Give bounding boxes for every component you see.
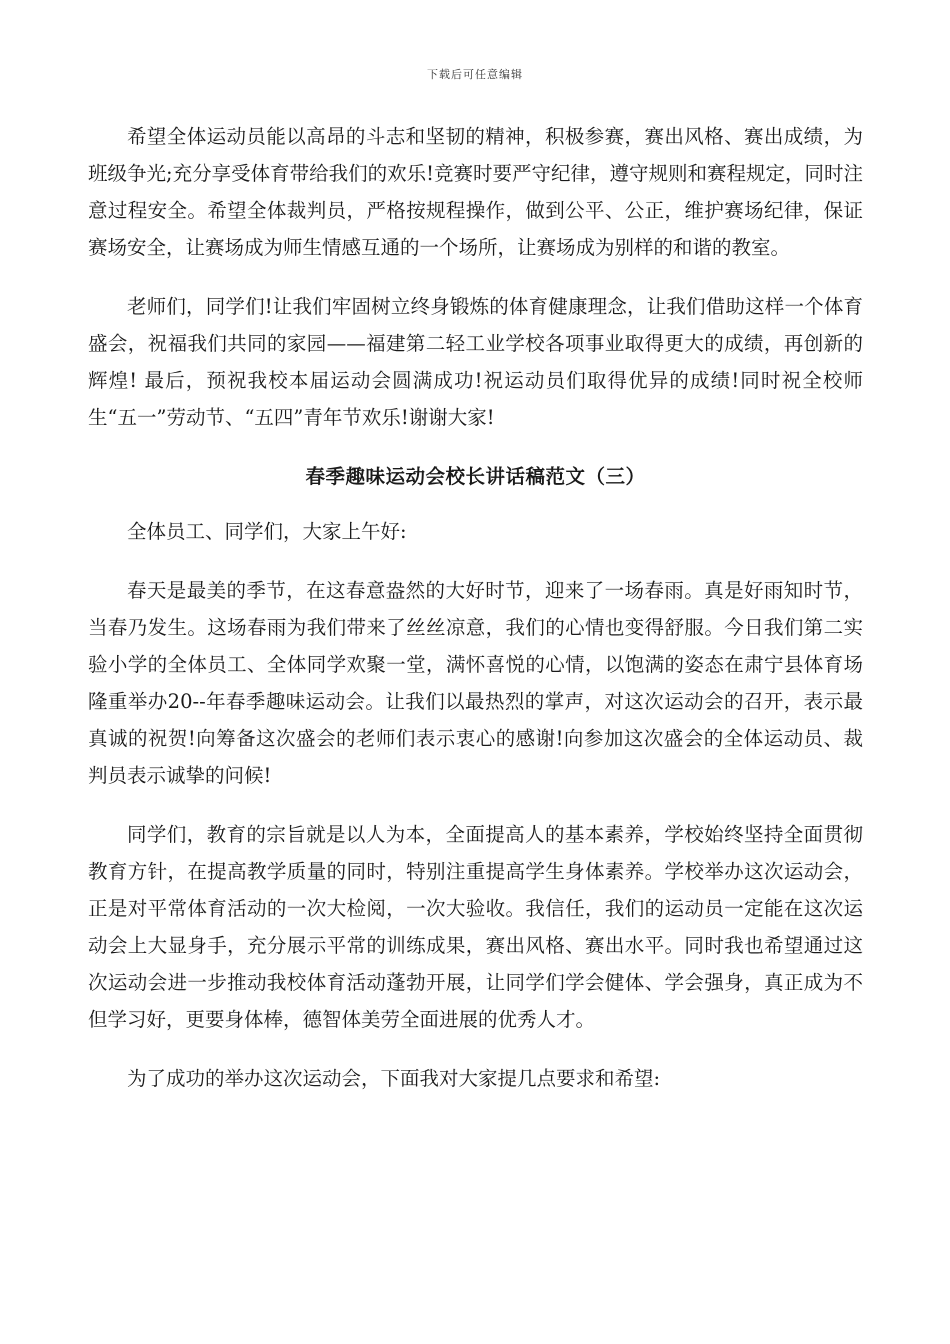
paragraph: 希望全体运动员能以高昂的斗志和坚韧的精神，积极参赛，赛出风格、赛出成绩，为班级争光;充分享受体育带给我们的欢乐!竞赛时要严守纪律，遵守规则和赛程规定，同时注意过程安全。希望全体裁判员，严格按规程操作，做到公平、公正，维护赛场纪律，保证赛场安全，让赛场成为师生情感互通的一个场所，让赛场成为别样的和谐的教室。 xyxy=(88,125,863,259)
paragraph: 为了成功的举办这次运动会，下面我对大家提几点要求和希望: xyxy=(127,1067,661,1090)
section-title: 春季趣味运动会校长讲话稿范文（三） xyxy=(305,465,646,488)
document-body xyxy=(88,118,863,1119)
greeting-paragraph: 全体员工、同学们，大家上午好: xyxy=(127,520,407,543)
paragraph: 同学们，教育的宗旨就是以人为本，全面提高人的基本素养，学校始终坚持全面贯彻教育方针，在提高教学质量的同时，特别注重提高学生身体素养。学校举办这次运动会，正是对平常体育活动的一次大检阅，一次大验收。我信任，我们的运动员一定能在这次运动会上大显身手，充分展示平常的训练成果，赛出风格、赛出水平。同时我也希望通过这次运动会进一步推动我校体育活动蓬勃开展，让同学们学会健体、学会强身，真正成为不但学习好，更要身体棒，德智体美劳全面进展的优秀人才。 xyxy=(88,823,863,1031)
paragraph: 老师们，同学们!让我们牢固树立终身锻炼的体育健康理念，让我们借助这样一个体育盛会，祝福我们共同的家园——福建第二轻工业学校各项事业取得更大的成绩，再创新的辉煌! 最后，预祝我校本届运动会圆满成功!祝运动员们取得优异的成绩!同时祝全校师生“五一”劳动节、“五四”青年节欢乐!谢谢大家! xyxy=(88,295,863,429)
header-note: 下载后可任意编辑 xyxy=(427,68,523,81)
paragraph: 春天是最美的季节，在这春意盎然的大好时节，迎来了一场春雨。真是好雨知时节，当春乃发生。这场春雨为我们带来了丝丝凉意，我们的心情也变得舒服。今日我们第二实验小学的全体员工、全体同学欢聚一堂，满怀喜悦的心情，以饱满的姿态在肃宁县体育场隆重举办20--年春季趣味运动会。让我们以最热烈的掌声，对这次运动会的召开，表示最真诚的祝贺!向筹备这次盛会的老师们表示衷心的感谢!向参加这次盛会的全体运动员、裁判员表示诚挚的问候! xyxy=(88,579,863,787)
